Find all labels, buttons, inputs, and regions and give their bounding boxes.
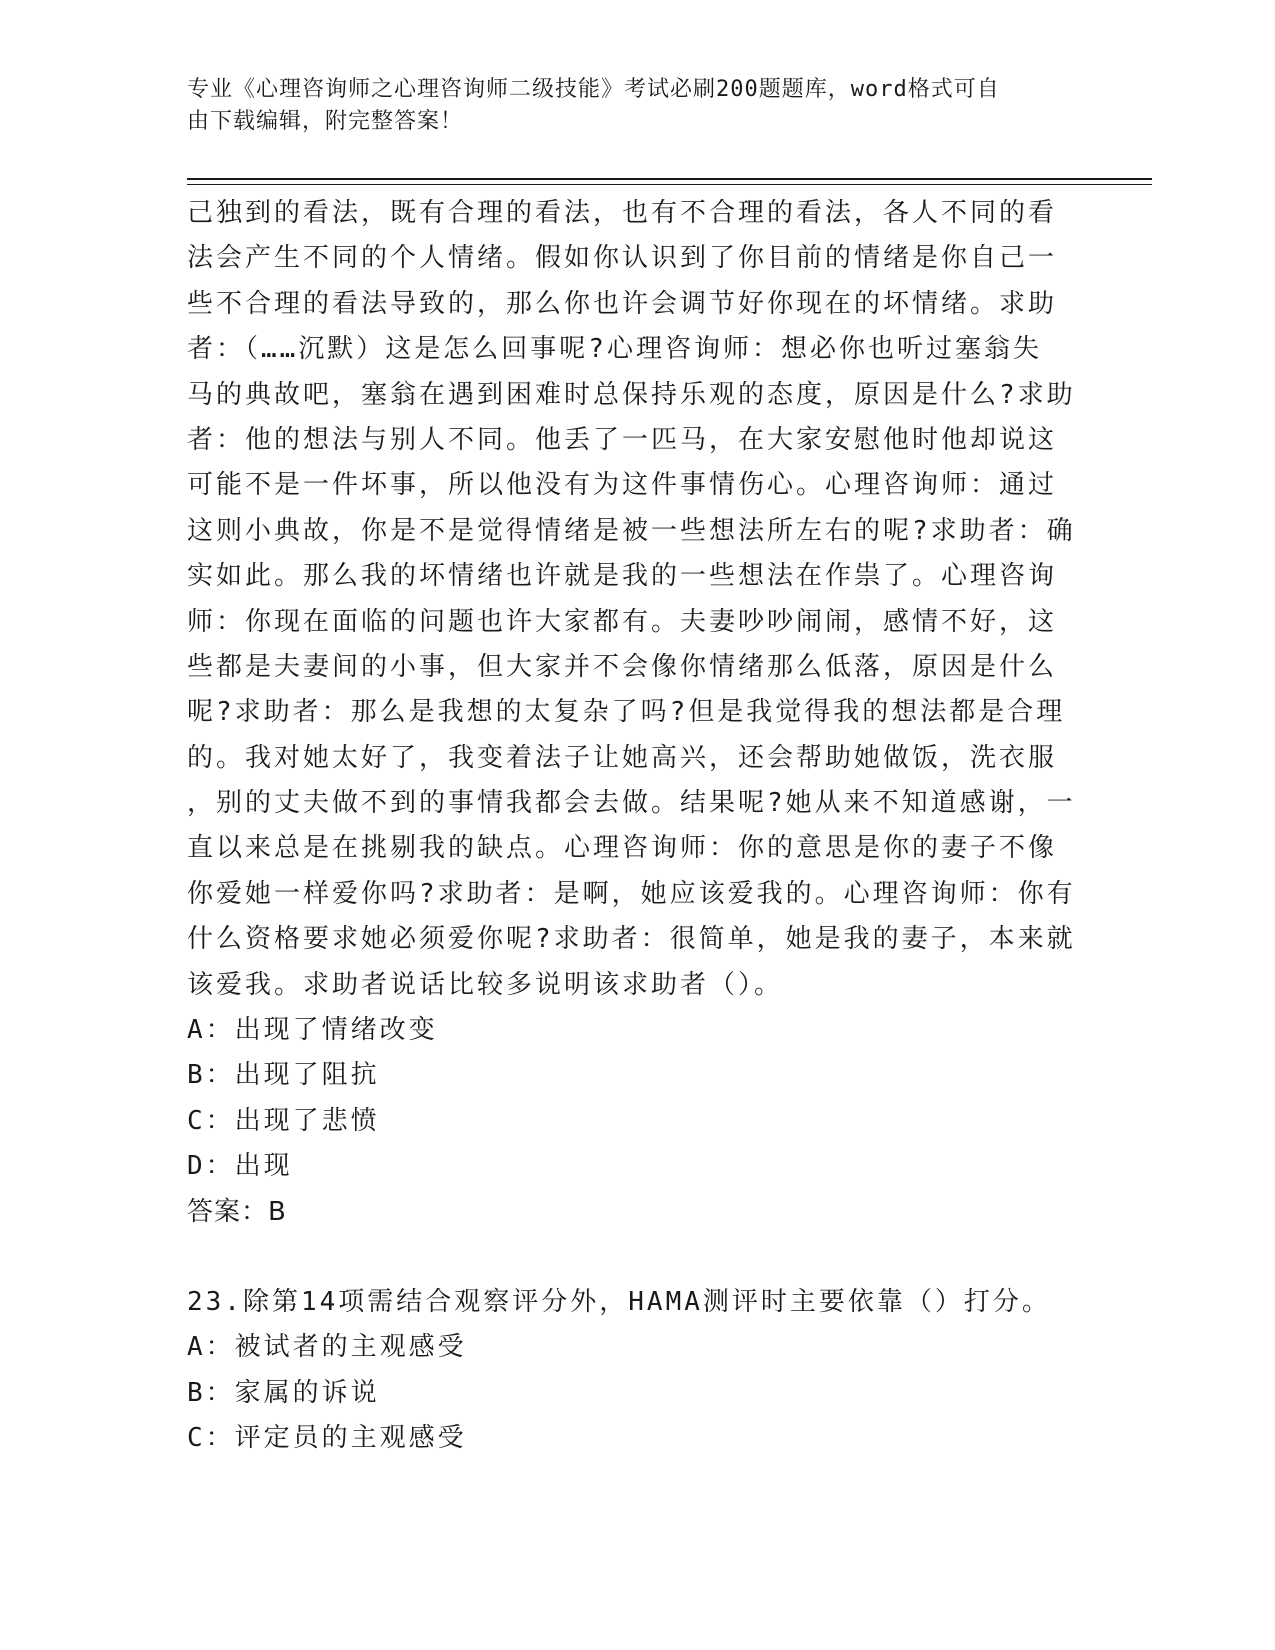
passage-line: 法会产生不同的个人情绪。假如你认识到了你目前的情绪是你自己一 [187,243,1058,274]
passage-line: 实如此。那么我的坏情绪也许就是我的一些想法在作祟了。心理咨询 [187,561,1058,592]
option-c: C：出现了悲愤 [187,1105,380,1136]
passage-line: 些不合理的看法导致的，那么你也许会调节好你现在的坏情绪。求助 [187,288,1058,319]
document-header [187,74,1067,138]
passage-line: 己独到的看法，既有合理的看法，也有不合理的看法，各人不同的看 [187,198,1058,228]
question-22-options [187,1008,1077,1190]
document-body [187,191,1077,1462]
passage-line: 马的典故吧，塞翁在遇到困难时总保持乐观的态度，原因是什么?求助 [187,379,1076,410]
passage-line: 你爱她一样爱你吗?求助者：是啊，她应该爱我的。心理咨询师：你有 [187,878,1076,909]
question-22-passage [187,191,1077,1008]
passage-line: 些都是夫妻间的小事，但大家并不会像你情绪那么低落，原因是什么 [187,651,1058,682]
option-d: D：出现 [187,1151,293,1182]
passage-line: 该爱我。求助者说话比较多说明该求助者（）。 [187,969,784,1000]
passage-line: 这则小典故，你是不是觉得情绪是被一些想法所左右的呢?求助者：确 [187,515,1076,546]
passage-line: 师：你现在面临的问题也许大家都有。夫妻吵吵闹闹，感情不好，这 [187,606,1058,637]
question-spacer [187,1235,1077,1280]
passage-line: 的。我对她太好了，我变着法子让她高兴，还会帮助她做饭，洗衣服 [187,742,1058,773]
passage-line: 什么资格要求她必须爱你呢?求助者：很简单，她是我的妻子，本来就 [187,924,1076,955]
option-a: A：出现了情绪改变 [187,1015,438,1046]
answer-key: 答案：B [187,1196,287,1227]
header-line-2: 由下载编辑，附完整答案！ [187,109,464,134]
passage-line: 呢?求助者：那么是我想的太复杂了吗?但是我觉得我的想法都是合理 [187,697,1066,728]
passage-line: 者：（……沉默）这是怎么回事呢?心理咨询师：想必你也听过塞翁失 [187,334,1042,365]
header-line-1: 专业《心理咨询师之心理咨询师二级技能》考试必刷200题题库，word格式可自 [187,77,1000,102]
option-c: C：评定员的主观感受 [187,1423,467,1454]
header-rule-thin [187,184,1152,185]
option-b: B：出现了阻抗 [187,1060,380,1091]
option-a: A：被试者的主观感受 [187,1332,467,1363]
passage-line: 直以来总是在挑剔我的缺点。心理咨询师：你的意思是你的妻子不像 [187,833,1058,864]
passage-line: 者：他的想法与别人不同。他丢了一匹马，在大家安慰他时他却说这 [187,424,1058,455]
question-stem: 23.除第14项需结合观察评分外，HAMA测评时主要依靠（）打分。 [187,1286,1051,1317]
question-23 [187,1280,1077,1462]
passage-line: 可能不是一件坏事，所以他没有为这件事情伤心。心理咨询师：通过 [187,470,1058,501]
option-b: B：家属的诉说 [187,1377,380,1408]
passage-line: ，别的丈夫做不到的事情我都会去做。结果呢?她从来不知道感谢，一 [187,788,1076,819]
header-rule-thick [187,178,1152,180]
